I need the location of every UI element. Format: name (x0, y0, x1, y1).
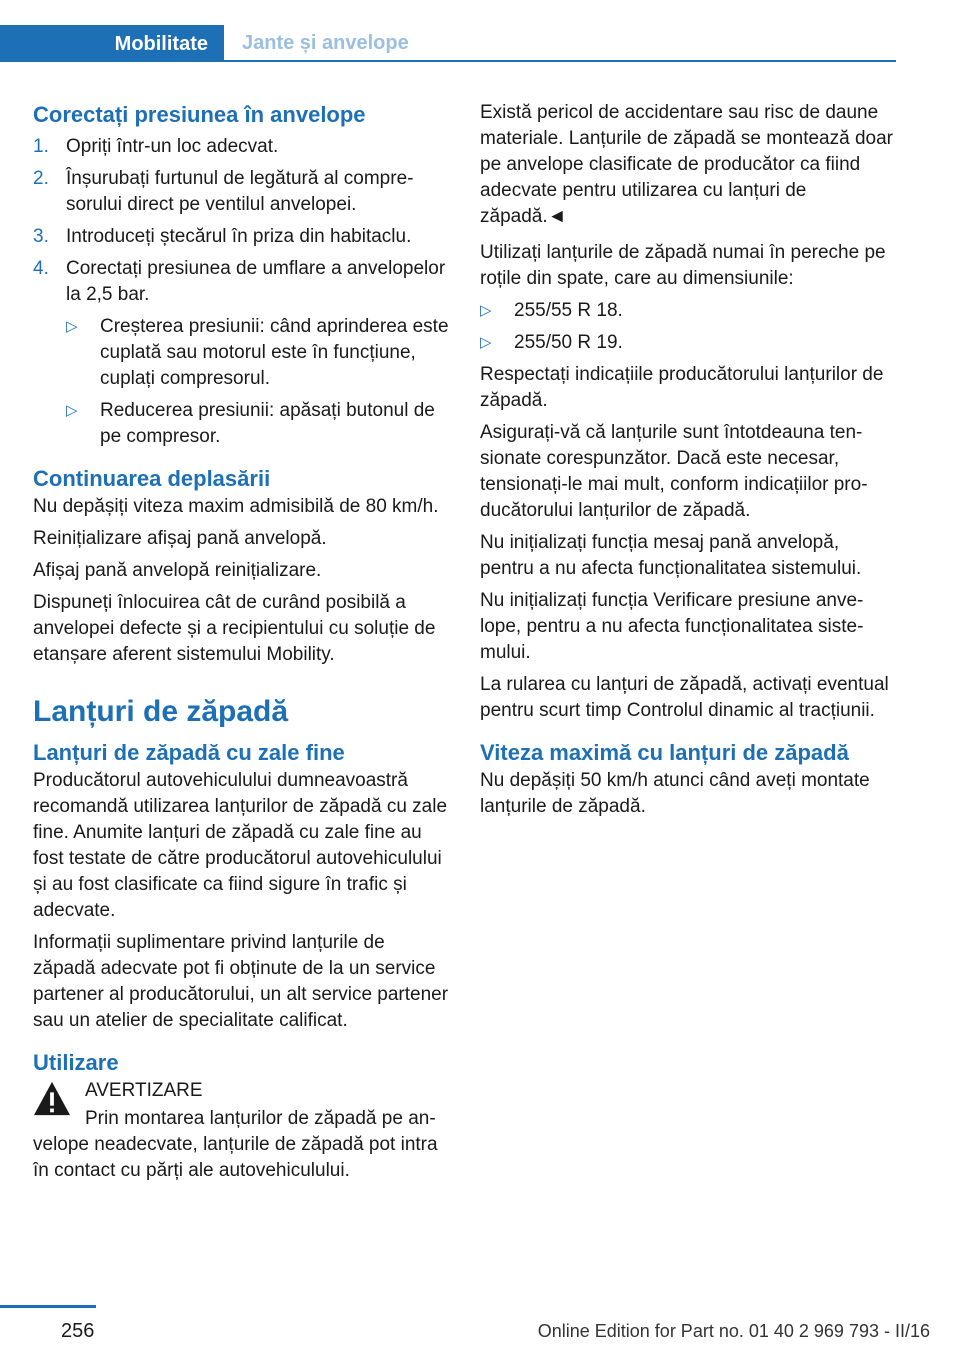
heading-max-speed-chains: Viteza maximă cu lanțuri de zăpadă (480, 740, 849, 765)
triangle-bullet-icon: ▷ (480, 334, 492, 351)
triangle-bullet-icon: ▷ (66, 318, 78, 335)
paragraph-reset-2: Afișaj pană anvelopă reinițializare. (33, 560, 322, 581)
tyre-size: 255/55 R 18. (514, 300, 623, 321)
warning-triangle-icon (33, 1080, 71, 1118)
page-header (0, 25, 896, 62)
paragraph-no-init-pressure: Nu inițializați funcția Verificare presiune anvelope, pentru a nu afecta funcționalitatea sistemului. (480, 590, 864, 663)
page-number: 256 (61, 1320, 95, 1342)
paragraph-danger: Există pericol de accidentare sau risc de daune materiale. Lanțurile de zăpadă se montează doar pe anvelope clasificate de producător ca fiind adecvate pentru utilizarea cu lanțuri de zăpadă.◄ (480, 102, 893, 227)
header-tab-jante-anvelope: Jante și anvelope (224, 25, 896, 62)
bullet-text: Reducerea presiunii: apăsați butonul de pe compresor. (100, 400, 435, 447)
footer-edition: Online Edition for Part no. 01 40 2 969 793 - II/16 (537, 1321, 930, 1341)
step-number: 4. (33, 258, 49, 279)
tyre-size-list (480, 298, 896, 356)
warning-title: AVERTIZARE (85, 1080, 203, 1101)
paragraph-max-speed: Nu depășiți 50 km/h atunci când aveți montate lanțurile de zăpadă. (480, 770, 870, 817)
paragraph-speed-limit: Nu depășiți viteza maxim admisibilă de 80 km/h. (33, 496, 439, 517)
list-item (33, 256, 449, 450)
heading-correct-pressure: Corectați presiunea în anvelope (33, 102, 366, 127)
step-number: 3. (33, 226, 49, 247)
list-item (33, 166, 449, 218)
list-item (66, 398, 449, 450)
left-column (33, 100, 449, 1190)
triangle-bullet-icon: ▷ (480, 302, 492, 319)
footer-divider (0, 1305, 96, 1308)
list-item (33, 134, 449, 160)
paragraph-fine-chains: Producătorul autovehiculului dumneavoastră recomandă utilizarea lanțurilor de zăpadă cu zale fine. Anumite lanțuri de zăpadă cu zale fine au fost testate de către producătorul autovehiculului și au fost clasificate ca fiind sigure în trafic și adecvate. (33, 770, 448, 921)
paragraph-use-in-pairs: Utilizați lanțurile de zăpadă numai în pereche pe roțile din spate, care au dimensiunile: (480, 242, 886, 289)
pressure-steps-list (33, 134, 449, 450)
list-item (66, 314, 449, 392)
step-text: Înșurubați furtunul de legătură al compresorului direct pe ventilul anvelopei. (66, 168, 414, 215)
heading-fine-link-chains: Lanțuri de zăpadă cu zale fine (33, 740, 345, 765)
triangle-bullet-icon: ▷ (66, 402, 78, 419)
step-text: Introduceți ștecărul în priza din habitaclu. (66, 226, 412, 247)
paragraph-more-info: Informații suplimentare privind lanțurile de zăpadă adecvate pot fi obținute de la un service partener al producătorului, un alt service partener sau un atelier de specialitate calificat. (33, 932, 449, 1031)
paragraph-tension: Asigurați-vă că lanțurile sunt întotdeauna tensionate corespunzător. Dacă este necesar, tensionați-le mai mult, conform indicațiilor producătorului lanțurilor de zăpadă. (480, 422, 868, 521)
paragraph-no-init-flat: Nu inițializați funcția mesaj pană anvelopă, pentru a nu afecta funcționalitatea sistemului. (480, 532, 862, 579)
step-number: 1. (33, 136, 49, 157)
step-text: Opriți într-un loc adecvat. (66, 136, 279, 157)
header-tab-mobilitate: Mobilitate (0, 25, 224, 62)
paragraph-dtc: La rularea cu lanțuri de zăpadă, activați eventual pentru scurt timp Controlul dinamic al tracțiunii. (480, 674, 889, 721)
right-column (480, 100, 896, 826)
warning-text: Prin montarea lanțurilor de zăpadă pe anvelope neadecvate, lanțurile de zăpadă pot intra în contact cu părți ale autovehiculului. (33, 1108, 438, 1181)
tyre-size: 255/50 R 19. (514, 332, 623, 353)
step-number: 2. (33, 168, 49, 189)
bullet-text: Creșterea presiunii: când aprinderea este cuplată sau motorul este în funcțiune, cuplați compresorul. (100, 316, 449, 389)
heading-continue-driving: Continuarea deplasării (33, 466, 271, 491)
warning-block (33, 1078, 449, 1104)
list-item (33, 224, 449, 250)
step-text: Corectați presiunea de umflare a anvelopelor la 2,5 bar. (66, 258, 446, 305)
heading-usage: Utilizare (33, 1050, 119, 1075)
list-item (480, 298, 896, 324)
section-title-snow-chains: Lanțuri de zăpadă (33, 695, 289, 728)
pressure-sub-bullets (66, 314, 449, 450)
paragraph-replace-tyre: Dispuneți înlocuirea cât de curând posibilă a anvelopei defecte și a recipientului cu soluție de etanșare aferent sistemului Mobility. (33, 592, 436, 665)
paragraph-reset-1: Reinițializare afișaj pană anvelopă. (33, 528, 327, 549)
paragraph-respect-instructions: Respectați indicațiile producătorului lanțurilor de zăpadă. (480, 364, 884, 411)
list-item (480, 330, 896, 356)
